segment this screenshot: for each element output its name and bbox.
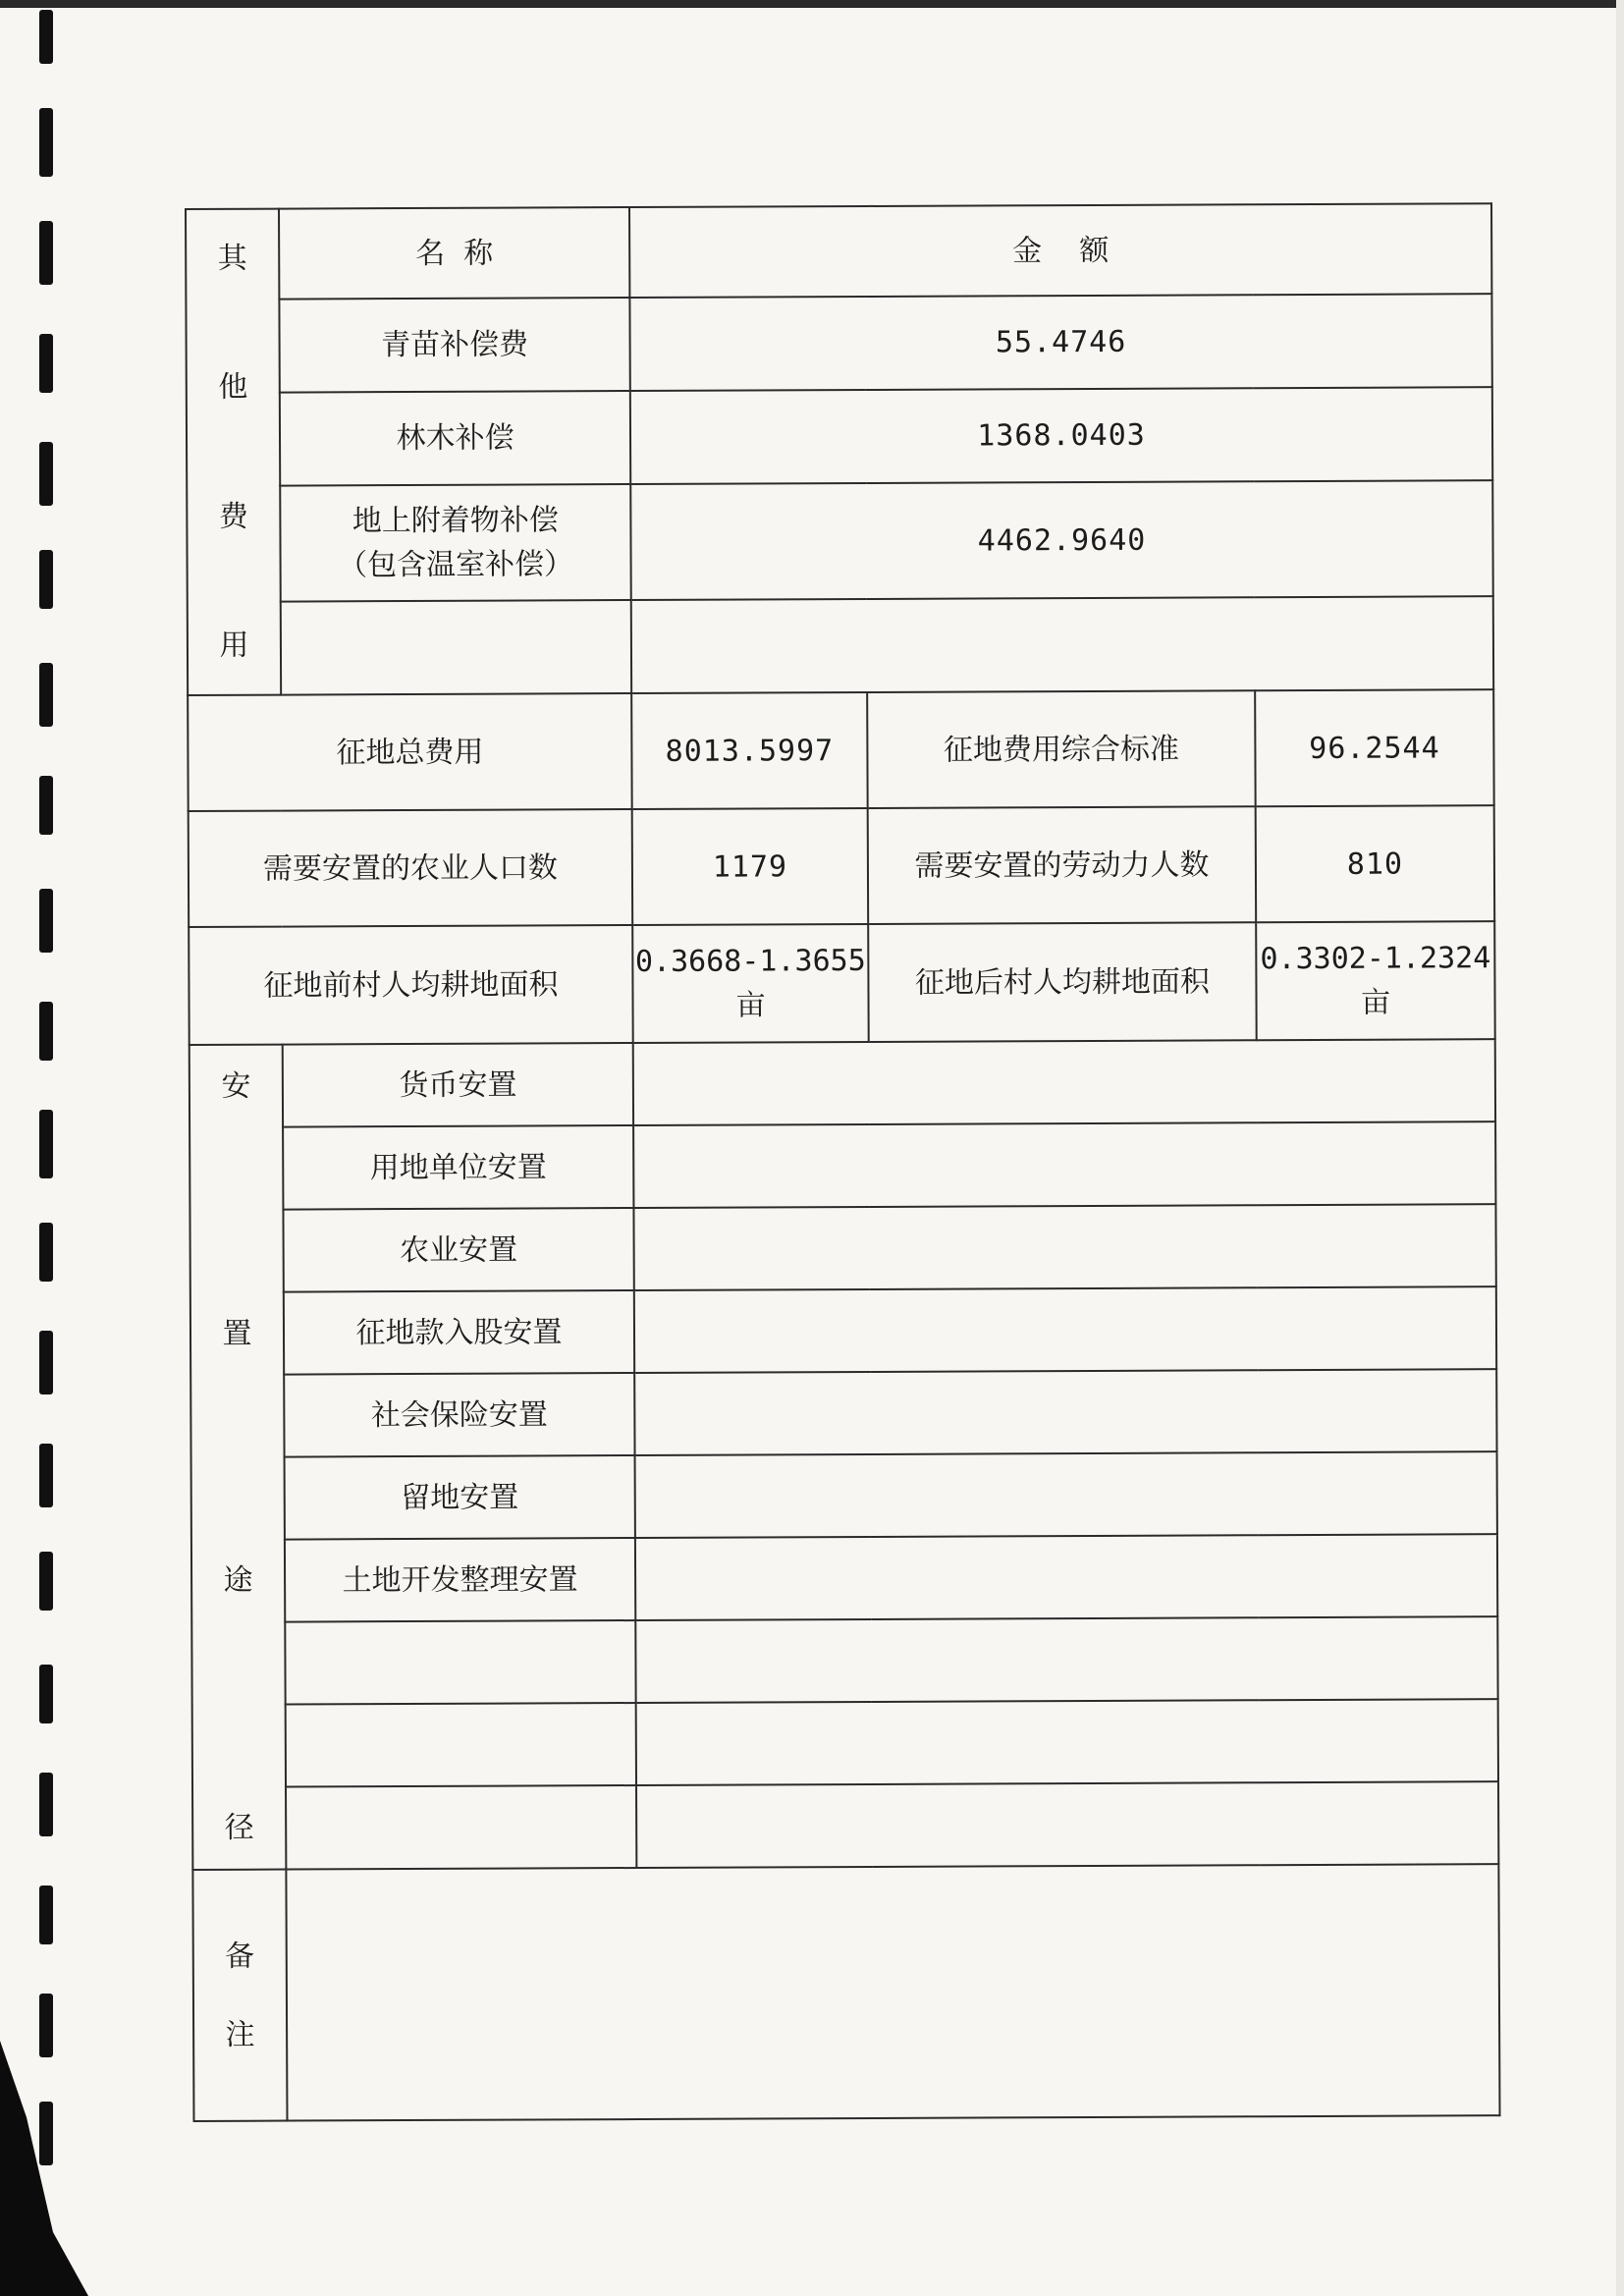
header-amount: 金 额	[629, 203, 1491, 298]
total-fee-value: 8013.5997	[631, 692, 868, 809]
header-name: 名 称	[279, 207, 629, 300]
resettlement-value	[633, 1039, 1495, 1125]
resettlement-item: 用地单位安置	[283, 1125, 633, 1210]
resettlement-item: 社会保险安置	[284, 1373, 634, 1457]
side-char: 安	[221, 1068, 251, 1104]
after-area-label: 征地后村人均耕地面积	[868, 922, 1257, 1042]
side-char: 置	[222, 1316, 252, 1351]
side-char: 费	[218, 499, 248, 534]
resettlement-item: 土地开发整理安置	[285, 1538, 635, 1622]
fee-amount-cell: 55.4746	[629, 294, 1491, 391]
resettlement-item-empty	[285, 1620, 635, 1705]
standard-label: 征地费用综合标准	[867, 690, 1256, 808]
fee-name-cell: 林木补偿	[280, 391, 630, 486]
after-area-value: 0.3302-1.2324亩	[1256, 921, 1495, 1040]
resettlement-value	[635, 1451, 1497, 1538]
side-char: 径	[224, 1810, 254, 1845]
resettlement-item: 货币安置	[283, 1043, 633, 1127]
resettlement-value	[633, 1121, 1495, 1208]
side-char: 备	[225, 1939, 255, 1974]
resettlement-item: 征地款入股安置	[284, 1290, 634, 1375]
resettlement-value	[636, 1781, 1498, 1868]
labor-label: 需要安置的劳动力人数	[868, 806, 1257, 924]
standard-value: 96.2544	[1255, 689, 1494, 806]
resettlement-value	[636, 1699, 1498, 1785]
labor-value: 810	[1256, 805, 1495, 922]
land-acquisition-form-table	[185, 202, 1501, 2122]
empty-fee-name-cell	[281, 600, 631, 695]
other-fees-side-label	[186, 209, 281, 695]
resettlement-item: 农业安置	[283, 1208, 633, 1292]
fee-name-line: 地上附着物补偿	[352, 503, 559, 539]
remarks-content	[286, 1864, 1499, 2120]
side-char: 其	[217, 241, 247, 276]
total-fee-label: 征地总费用	[188, 693, 632, 811]
side-char: 注	[225, 2017, 255, 2052]
resettlement-item-empty	[286, 1703, 636, 1787]
resettlement-value	[635, 1534, 1497, 1620]
remarks-side-label	[192, 1870, 287, 2121]
resettlement-item: 留地安置	[285, 1455, 635, 1540]
before-area-label: 征地前村人均耕地面积	[189, 925, 633, 1045]
side-char: 用	[219, 629, 249, 664]
resettlement-side-label	[189, 1045, 287, 1870]
ag-population-label: 需要安置的农业人口数	[189, 809, 633, 927]
side-char: 他	[218, 369, 248, 406]
ag-population-value: 1179	[632, 808, 869, 925]
resettlement-value	[634, 1369, 1496, 1455]
fee-amount-cell: 1368.0403	[630, 387, 1492, 484]
resettlement-value	[635, 1616, 1497, 1703]
resettlement-item-empty	[286, 1785, 636, 1870]
fee-amount-cell: 4462.9640	[630, 480, 1493, 600]
before-area-value: 0.3668-1.3655亩	[632, 924, 869, 1043]
fee-name-line: （包含温室补偿）	[338, 547, 574, 583]
binding-holes	[0, 0, 69, 2296]
resettlement-value	[633, 1204, 1495, 1290]
side-char: 途	[223, 1563, 253, 1599]
fee-name-cell: 青苗补偿费	[279, 298, 629, 393]
paper-right-edge	[1616, 0, 1624, 2296]
empty-fee-amount-cell	[631, 596, 1493, 693]
fee-name-cell	[280, 484, 631, 602]
resettlement-value	[634, 1286, 1496, 1373]
scan-top-edge	[0, 0, 1624, 8]
